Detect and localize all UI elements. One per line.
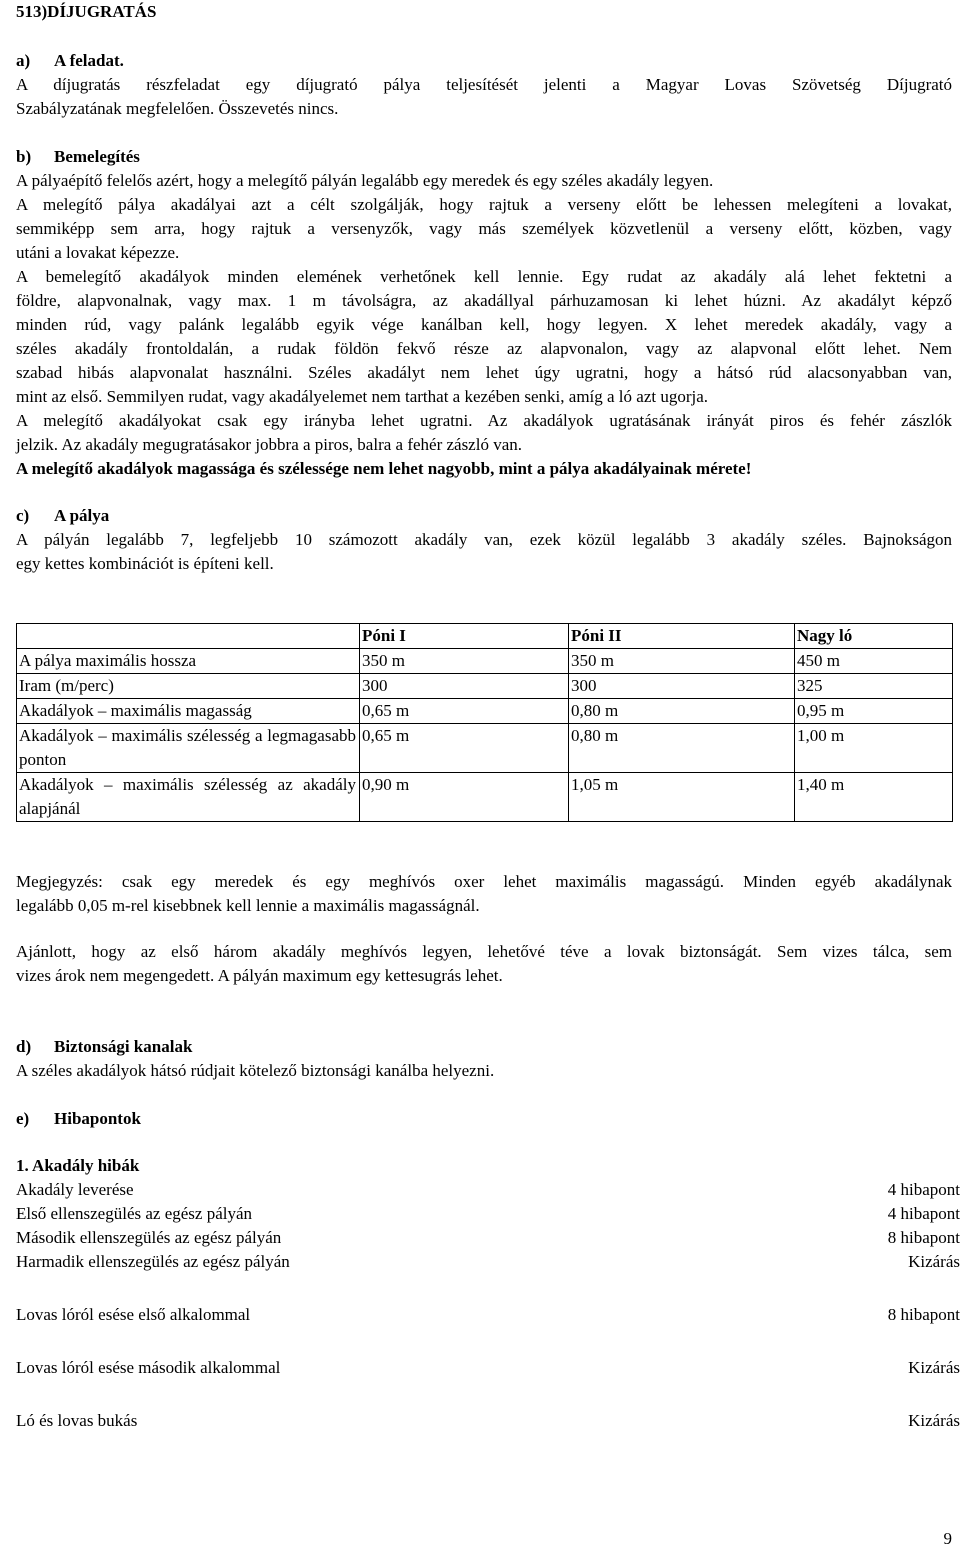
table-cell: 450 m — [795, 649, 953, 674]
list-item — [16, 1356, 960, 1380]
section-b-title: Bemelegítés — [54, 147, 140, 166]
table-cell: 300 — [569, 674, 795, 699]
fault-value: 8 hibapont — [887, 1228, 960, 1247]
section-b-line: A bemelegítő akadályok minden elemének verhetőnek kell lennie. Egy rudat az akadály alá lehet fektetni a — [16, 267, 952, 286]
table-header-cell: Póni II — [569, 624, 795, 649]
table-cell: 0,90 m — [360, 773, 569, 822]
table-header-cell — [17, 624, 360, 649]
section-b-line: jelzik. Az akadály megugratásakor jobbra a piros, balra a fehér zászló van. — [16, 435, 522, 454]
section-b-line: mint az első. Semmilyen rudat, vagy akadályelemet nem tarthat a kezében senki, amíg a ló azt ugorja. — [16, 387, 709, 406]
section-a-letter: a) — [16, 51, 31, 70]
page-number: 9 — [943, 1529, 952, 1548]
table-cell: 350 m — [360, 649, 569, 674]
section-b-letter: b) — [16, 147, 32, 166]
fault-value: 4 hibapont — [887, 1180, 960, 1199]
section-b-line: széles akadály frontoldalán, a rudak földön fekvő része az alapvonalon, vagy az alapvonal előtt lehet. Nem — [16, 339, 952, 358]
table-cell: 1,00 m — [795, 724, 953, 773]
section-d-title: Biztonsági kanalak — [54, 1037, 193, 1056]
section-b-line: földre, alapvonalnak, vagy max. 1 m távolságra, az akadállyal párhuzamosan ki lehet húzni. Az akadályt képző — [16, 291, 952, 310]
fault-label: Második ellenszegülés az egész pályán — [16, 1228, 282, 1247]
section-b-line: A melegítő pálya akadályai azt a célt szolgálják, hogy rajtuk a verseny előtt be lehessen melegíteni a lovakat, — [16, 195, 952, 214]
section-d-heading — [16, 1035, 192, 1059]
fault-value: Kizárás — [908, 1252, 960, 1271]
note-2-line: Ajánlott, hogy az első három akadály meghívós legyen, lehetővé téve a lovak biztonságát. Sem vizes tálca, sem — [16, 942, 952, 961]
section-a-line: Szabályzatának megfelelően. Összevetés nincs. — [16, 99, 339, 118]
fault-value: Kizárás — [908, 1358, 960, 1377]
table-row — [17, 724, 953, 773]
table-row — [17, 649, 953, 674]
note-2-line: vizes árok nem megengedett. A pályán maximum egy kettesugrás lehet. — [16, 966, 503, 985]
fault-value: 8 hibapont — [887, 1305, 960, 1324]
section-c-letter: c) — [16, 506, 30, 525]
table-cell: 350 m — [569, 649, 795, 674]
table-header-row — [17, 624, 953, 649]
section-b-line: utáni a lovakat képezze. — [16, 243, 180, 262]
table-cell: Akadályok – maximális szélesség az akadály alapjánál — [17, 773, 360, 822]
table-row — [17, 674, 953, 699]
section-d-letter: d) — [16, 1037, 32, 1056]
table-cell: 300 — [360, 674, 569, 699]
section-e-heading — [16, 1107, 141, 1131]
table-cell: 0,80 m — [569, 699, 795, 724]
fault-label: Ló és lovas bukás — [16, 1411, 138, 1430]
list-item — [16, 1250, 960, 1274]
specs-table — [16, 623, 953, 822]
section-d-line: A széles akadályok hátsó rúdjait kötelező biztonsági kanálba helyezni. — [16, 1061, 495, 1080]
table-cell: 0,65 m — [360, 699, 569, 724]
table-cell: Akadályok – maximális magasság — [17, 699, 360, 724]
table-cell: A pálya maximális hossza — [17, 649, 360, 674]
table-cell: Iram (m/perc) — [17, 674, 360, 699]
section-b-bold-line: A melegítő akadályok magassága és szélessége nem lehet nagyobb, mint a pálya akadályainak mérete! — [16, 459, 752, 478]
section-b-line: A pályaépítő felelős azért, hogy a melegítő pályán legalább egy meredek és egy széles akadály legyen. — [16, 171, 714, 190]
section-a-line: A díjugratás részfeladat egy díjugrató pálya teljesítését jelenti a Magyar Lovas Szövetség Díjugrató — [16, 75, 952, 94]
section-e-title: Hibapontok — [54, 1109, 141, 1128]
fault-value: 4 hibapont — [887, 1204, 960, 1223]
fault-subheading: 1. Akadály hibák — [16, 1156, 140, 1175]
note-1-line: Megjegyzés: csak egy meredek és egy meghívós oxer lehet maximális magasságú. Minden egyéb akadálynak — [16, 872, 952, 891]
section-c-heading — [16, 504, 109, 528]
section-a-title: A feladat. — [54, 51, 124, 70]
table-cell: Akadályok – maximális szélesség a legmagasabb ponton — [17, 724, 360, 773]
section-b-line: szabad hibás alapvonalat használni. Széles akadályt nem lehet úgy ugratni, hogy a hátsó rúd alacsonyabban van, — [16, 363, 952, 382]
list-item — [16, 1409, 960, 1433]
table-row — [17, 699, 953, 724]
fault-label: Lovas lóról esése második alkalommal — [16, 1358, 281, 1377]
fault-label: Lovas lóról esése első alkalommal — [16, 1305, 251, 1324]
table-cell: 325 — [795, 674, 953, 699]
section-c-line: A pályán legalább 7, legfeljebb 10 számozott akadály van, ezek közül legalább 3 akadály széles. Bajnokságon — [16, 530, 952, 549]
section-b-line: minden rúd, vagy palánk legalább egyik vége kanálban kell, hogy legyen. X lehet meredek akadály, vagy a — [16, 315, 952, 334]
table-cell: 0,65 m — [360, 724, 569, 773]
list-item — [16, 1202, 960, 1226]
section-c-title: A pálya — [54, 506, 110, 525]
section-b-line: semmiképp sem arra, hogy rajtuk a versenyzők, vagy más személyek közvetlenül a verseny előtt, közben, vagy — [16, 219, 952, 238]
list-item — [16, 1226, 960, 1250]
table-cell: 0,95 m — [795, 699, 953, 724]
page-title: 513)DÍJUGRATÁS — [16, 2, 157, 21]
list-item — [16, 1178, 960, 1202]
section-b-heading — [16, 145, 140, 169]
section-b-line: A melegítő akadályokat csak egy irányba lehet ugratni. Az akadályok ugratásának irányát piros és fehér zászlók — [16, 411, 952, 430]
table-header-cell: Póni I — [360, 624, 569, 649]
table-cell: 0,80 m — [569, 724, 795, 773]
list-item — [16, 1303, 960, 1327]
note-1-line: legalább 0,05 m-rel kisebbnek kell lennie a maximális magasságnál. — [16, 896, 480, 915]
table-header-cell: Nagy ló — [795, 624, 953, 649]
fault-label: Harmadik ellenszegülés az egész pályán — [16, 1252, 290, 1271]
fault-label: Első ellenszegülés az egész pályán — [16, 1204, 253, 1223]
section-c-line: egy kettes kombinációt is építeni kell. — [16, 554, 274, 573]
fault-label: Akadály leverése — [16, 1180, 134, 1199]
section-e-letter: e) — [16, 1109, 30, 1128]
table-row — [17, 773, 953, 822]
section-a-heading — [16, 49, 124, 73]
table-cell: 1,40 m — [795, 773, 953, 822]
fault-value: Kizárás — [908, 1411, 960, 1430]
table-cell: 1,05 m — [569, 773, 795, 822]
